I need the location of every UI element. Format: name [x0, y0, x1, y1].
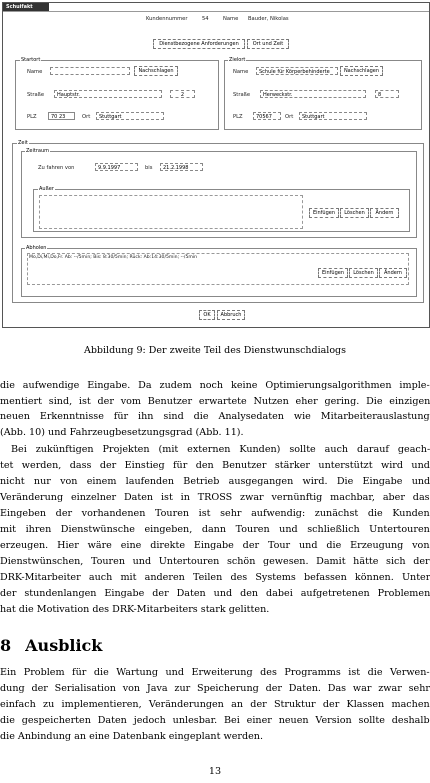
text-line: Bei zukünftigen Projekten (mit externen Kunden) sollte auch darauf geach- — [11, 444, 430, 455]
abholen-line[interactable]: Mo,Di,Mi,Do,Fr. Ab: --/5min; Bis: 8:30/5min; Rück: Ab:14:30/5min; --/5min — [29, 255, 198, 260]
startort-strasse-field[interactable]: Hauptstr. — [54, 90, 162, 98]
text-line: einfach zu implementieren, Veränderungen an der Struktur der Klassen machen — [0, 699, 430, 710]
zielort-strasse-field[interactable]: Herweckstr. — [260, 90, 366, 98]
startort-ort-label: Ort — [82, 114, 91, 120]
zielort-name-field[interactable]: Schule für Körperbehinderte — [256, 67, 338, 75]
zielort-ort-field[interactable]: Stuttgart — [299, 112, 367, 120]
text-line: Eingeben der vorhandenen Touren ist sehr aufwendig: zunächst die Kunden — [0, 508, 430, 519]
text-line: die gespeicherten Daten jedoch unlesbar. Bei einer neuen Version sollte deshalb — [0, 715, 430, 726]
ausser-aendern-button[interactable]: Ändern — [370, 208, 399, 218]
text-line: hat die Motivation des DRK-Mitarbeiters stark gelitten. — [0, 604, 270, 615]
bis-label: bis — [145, 165, 153, 171]
page-number: 13 — [208, 766, 222, 777]
startort-plz-label: PLZ — [27, 114, 37, 120]
tab-ort-und-zeit[interactable]: Ort und Zeit — [247, 39, 289, 49]
abholen-loeschen-button[interactable]: Löschen — [349, 268, 378, 278]
text-line: DRK-Mitarbeiter auch mit anderen Teilen des Systems befassen können. Unter — [0, 572, 430, 583]
gueltig-label: Zu fahren von — [38, 165, 75, 171]
section-title: Ausblick — [25, 636, 103, 655]
zielort-hausnr-field[interactable]: 8 — [375, 90, 399, 98]
text-line: Veränderung einzelner Daten ist in TROSS zwar vernünftig machbar, aber das — [0, 492, 430, 503]
startort-hausnr-field[interactable]: 2 — [170, 90, 195, 98]
section-heading — [0, 636, 102, 655]
text-line: die Anbindung an eine Datenbank eingeplant werden. — [0, 731, 264, 742]
zeitraum-group-label: Zeitraum — [26, 148, 50, 154]
zielort-plz-label: PLZ — [233, 114, 243, 120]
tab-dienstbezogene-anforderungen[interactable]: Dienstbezogene Anforderungen — [153, 39, 245, 49]
startort-ort-field[interactable]: Stuttgart — [96, 112, 164, 120]
ausser-loeschen-button[interactable]: Löschen — [340, 208, 369, 218]
ok-button[interactable]: OK — [199, 310, 215, 320]
figure-caption: Abbildung 9: Der zweite Teil des Dienstwunschdialogs — [83, 345, 347, 356]
ausser-list[interactable] — [39, 195, 303, 229]
abholen-group-label: Abholen — [26, 245, 47, 251]
abbruch-button[interactable]: Abbruch — [217, 310, 245, 320]
von-field[interactable]: 9.9.1997 — [95, 163, 138, 171]
section-number: 8 — [0, 636, 12, 655]
abholen-aendern-button[interactable]: Ändern — [379, 268, 407, 278]
kundennummer-value: 54 — [202, 16, 209, 22]
kundennummer-label: Kundennummer — [146, 16, 188, 22]
abholen-einfuegen-button[interactable]: Einfügen — [318, 268, 348, 278]
text-line: der stundenlangen Eingabe der Daten und den dabei aufgetretenen Problemen — [0, 588, 430, 599]
zielort-strasse-label: Straße — [233, 92, 251, 98]
startort-strasse-label: Straße — [27, 92, 45, 98]
zeit-group-label: Zeit — [18, 140, 28, 146]
window-title: Schuifakt — [6, 4, 33, 10]
text-line: erzeugen. Hier wäre eine direkte Eingabe der Tour und die Erzeugung von — [0, 540, 430, 551]
startort-group-label: Startort — [21, 57, 41, 63]
text-line: Ein Problem für die Wartung und Erweiterung des Programms ist die Verwen- — [0, 667, 430, 678]
zielort-name-label: Name — [233, 69, 249, 75]
startort-name-label: Name — [27, 69, 43, 75]
text-line: mentiert sind, ist der vom Benutzer erwartete Nutzen eher gering. Die einzigen — [0, 396, 430, 407]
text-line: nicht nur von einem laufenden Betrieb ausgegangen wird. Die Eingabe und — [0, 476, 430, 487]
name-label: Name — [223, 16, 239, 22]
bis-field[interactable]: 21.2.1998 — [160, 163, 203, 171]
dialog-window — [2, 2, 430, 328]
text-line: mit ihren Dienstwünsche eingeben, dann Touren und schließlich Untertouren — [0, 524, 430, 535]
startort-lookup-button[interactable]: Nachschlagen — [134, 66, 178, 76]
name-value: Bauder, Nikolas — [248, 16, 289, 22]
ausser-einfuegen-button[interactable]: Einfügen — [309, 208, 339, 218]
zielort-lookup-button[interactable]: Nachschlagen — [340, 66, 383, 76]
titlebar-strip — [3, 11, 429, 12]
text-line: (Abb. 10) und Fahrzeugbesetzungsgrad (Abb. 11). — [0, 427, 244, 438]
zielort-ort-label: Ort — [285, 114, 294, 120]
startort-name-field[interactable] — [50, 67, 130, 75]
text-line: tet werden, dass der Einstieg für den Benutzer stärker unterstützt wird und — [0, 460, 430, 471]
text-line: neuen Erkenntnisse für ihn sind die Analysedaten wie Mitarbeiterauslastung — [0, 411, 430, 422]
text-line: Dienstwünschen, Touren und Untertouren schön gewesen. Damit hätte sich der — [0, 556, 430, 567]
window-titlebar — [3, 3, 49, 11]
zielort-group-label: Zielort — [229, 57, 246, 63]
text-line: dung der Serialisation von Java zur Speicherung der Daten. Das war zwar sehr — [0, 683, 430, 694]
zielort-plz-field[interactable]: 70567 — [253, 112, 281, 120]
text-line: die aufwendige Eingabe. Da zudem noch keine Optimierungsalgorithmen imple- — [0, 380, 430, 391]
startort-plz-field[interactable]: 70 23 — [48, 112, 75, 120]
ausser-group-label: Außer — [39, 186, 54, 192]
